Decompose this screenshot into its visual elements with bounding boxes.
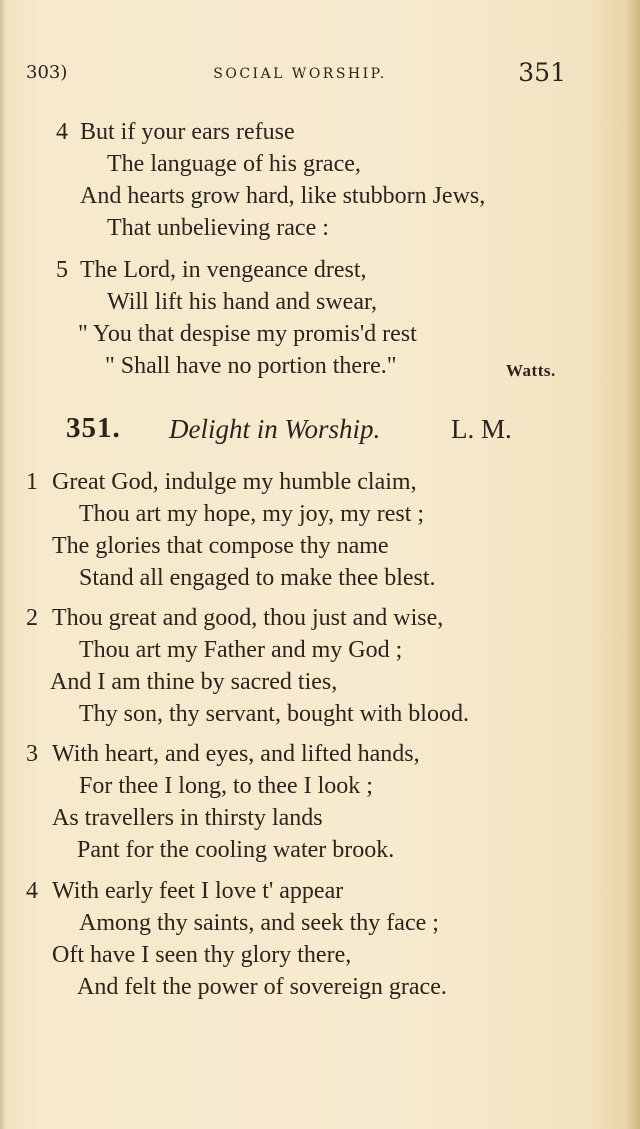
stanza-line: " You that despise my promis'd rest xyxy=(78,321,417,347)
stanza-line: Great God, indulge my humble claim, xyxy=(52,469,417,495)
stanza-line: With early feet I love t' appear xyxy=(52,878,344,904)
stanza-number: 4 xyxy=(56,119,68,145)
stanza-line: For thee I long, to thee I look ; xyxy=(79,773,373,799)
stanza-line: And I am thine by sacred ties, xyxy=(50,669,338,695)
page-edge-stain xyxy=(626,0,640,1129)
running-header xyxy=(26,58,574,94)
stanza-line: Will lift his hand and swear, xyxy=(107,289,378,315)
stanza-line: The glories that compose thy name xyxy=(52,533,389,559)
hymn-title: Delight in Worship. xyxy=(169,414,381,444)
stanza-line: Thy son, thy servant, bought with blood. xyxy=(79,701,469,727)
header-hymn-reference: 303) xyxy=(26,62,68,83)
stanza-line: The Lord, in vengeance drest, xyxy=(80,257,367,283)
stanza-number: 5 xyxy=(56,257,68,283)
stanza-line: Among thy saints, and seek thy face ; xyxy=(79,910,439,936)
hymn-heading xyxy=(66,412,586,452)
stanza-line: As travellers in thirsty lands xyxy=(52,805,323,831)
stanza-number: 4 xyxy=(26,878,38,904)
stanza-line: Thou art my hope, my joy, my rest ; xyxy=(79,501,425,527)
stanza-line: With heart, and eyes, and lifted hands, xyxy=(52,741,420,767)
hymn-meter: L. M. xyxy=(451,414,512,444)
author-attribution: Watts. xyxy=(506,361,556,380)
stanza-line: " Shall have no portion there." xyxy=(105,353,397,379)
running-title: SOCIAL WORSHIP. xyxy=(213,66,387,82)
stanza-line: That unbelieving race : xyxy=(107,215,329,241)
hymn-number: 351. xyxy=(66,412,121,444)
stanza-line: Stand all engaged to make thee blest. xyxy=(79,565,436,591)
stanza-number: 1 xyxy=(26,469,38,495)
stanza-line: But if your ears refuse xyxy=(80,119,295,145)
stanza-line: And felt the power of sovereign grace. xyxy=(77,974,447,1000)
page-gutter-shadow xyxy=(0,0,6,1129)
stanza-line: And hearts grow hard, like stubborn Jews, xyxy=(80,183,486,209)
stanza-line: Thou great and good, thou just and wise, xyxy=(52,605,444,631)
stanza-number: 2 xyxy=(26,605,38,631)
page-number: 351 xyxy=(518,58,566,87)
stanza-line: The language of his grace, xyxy=(107,151,361,177)
stanza-line: Thou art my Father and my God ; xyxy=(79,637,403,663)
stanza-line: Oft have I seen thy glory there, xyxy=(52,942,352,968)
stanza-line: Pant for the cooling water brook. xyxy=(77,837,395,863)
stanza-number: 3 xyxy=(26,741,38,767)
